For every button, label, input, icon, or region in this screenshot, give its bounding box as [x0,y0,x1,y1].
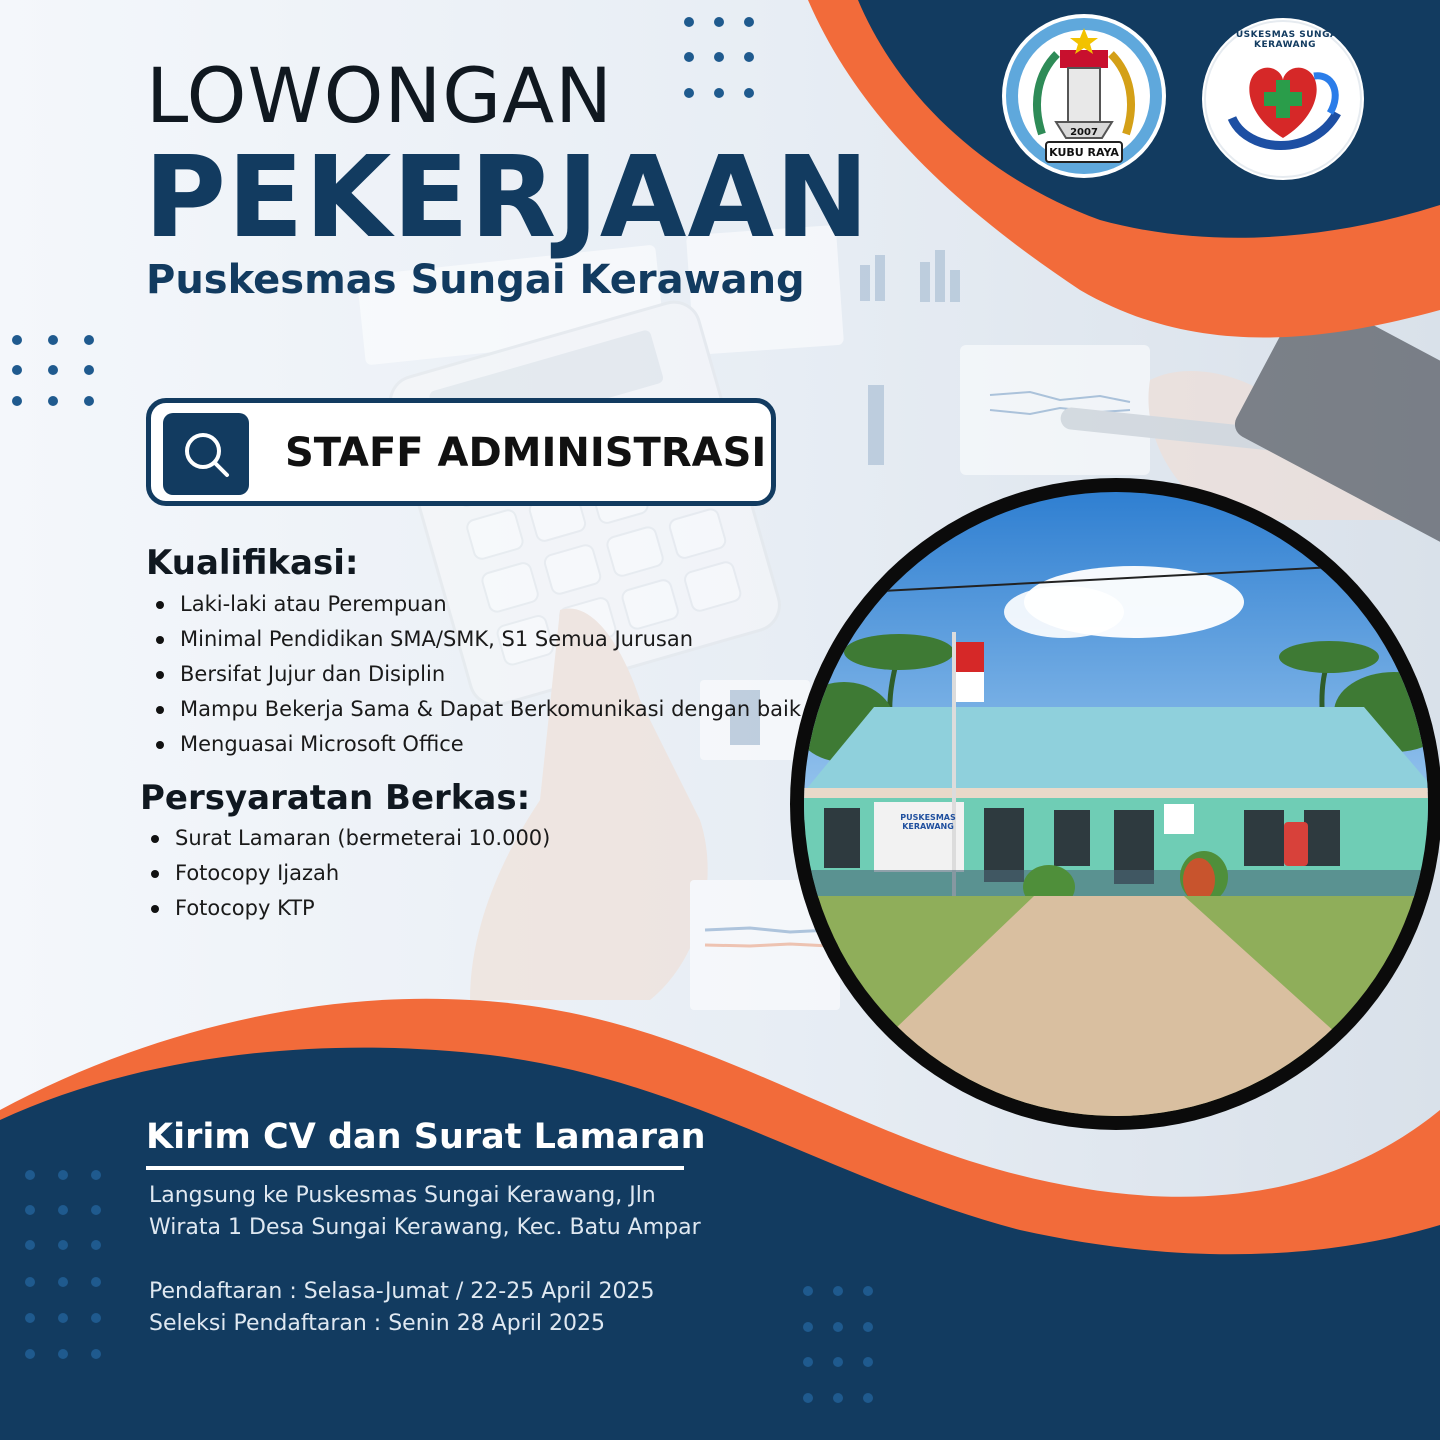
headline-institution: Puskesmas Sungai Kerawang [146,257,805,303]
building-sign [896,814,960,832]
documents-list [141,821,550,926]
send-cv-underline [146,1166,684,1170]
list-item: Fotocopy Ijazah [141,856,550,891]
clinic-logo-ring-text: PUSKESMAS SUNGAI KERAWANG [1228,30,1342,50]
building-sign-line1: PUSKESMAS [900,813,956,822]
documents-title: Persyaratan Berkas: [140,778,531,818]
district-logo-name: KUBU RAYA [1049,146,1119,159]
position-search-box [146,398,776,506]
position-title: STAFF ADMINISTRASI [285,430,767,476]
building-photo-frame [790,478,1440,1130]
district-logo-year: 2007 [1070,127,1098,138]
list-item: Surat Lamaran (bermeterai 10.000) [141,821,550,856]
registration-date: Pendaftaran : Selasa-Jumat / 22-25 April 2025 [149,1279,655,1304]
search-icon [163,413,249,495]
list-item: Mampu Bekerja Sama & Dapat Berkomunikasi dengan baik [146,692,801,727]
list-item: Fotocopy KTP [141,891,550,926]
address-line-1: Langsung ke Puskesmas Sungai Kerawang, Jln [149,1183,656,1208]
send-cv-title: Kirim CV dan Surat Lamaran [146,1117,706,1157]
building-sign-line2: KERAWANG [902,821,954,831]
list-item: Menguasai Microsoft Office [146,727,801,762]
building-photo [804,492,1428,1116]
headline-lowongan: LOWONGAN [146,51,614,140]
list-item: Minimal Pendidikan SMA/SMK, S1 Semua Jurusan [146,622,801,657]
list-item: Bersifat Jujur dan Disiplin [146,657,801,692]
address-line-2: Wirata 1 Desa Sungai Kerawang, Kec. Batu Ampar [149,1215,701,1240]
list-item: Laki-laki atau Perempuan [146,587,801,622]
qualifications-list [146,587,801,762]
headline-pekerjaan: PEKERJAAN [144,133,870,263]
qualifications-title: Kualifikasi: [146,543,359,583]
selection-date: Seleksi Pendaftaran : Senin 28 April 2025 [149,1311,605,1336]
